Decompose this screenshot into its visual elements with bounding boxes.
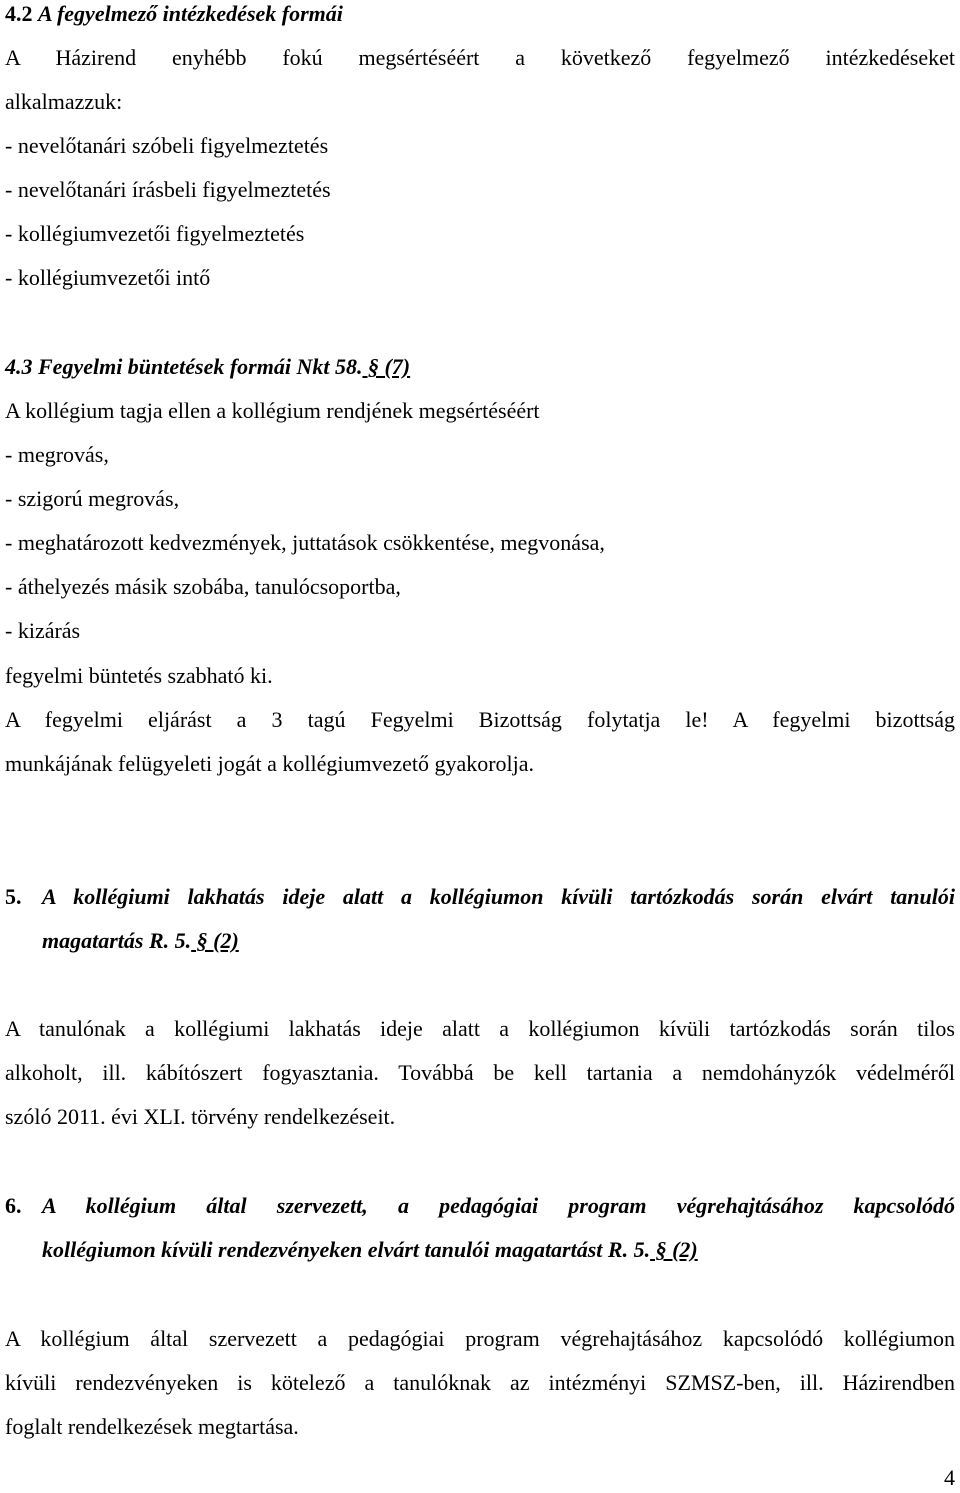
section-4-2-title: A fegyelmező intézkedések formái <box>38 1 343 26</box>
section-5-heading-ref: § (2) <box>191 928 239 953</box>
list-item: - nevelőtanári írásbeli figyelmeztetés <box>5 177 331 202</box>
section-4-3-paragraph-line2: munkájának felügyeleti jogát a kollégiumvezető gyakorolja. <box>5 751 535 776</box>
section-5-heading-line1: A kollégiumi lakhatás ideje alatt a kollégiumon kívüli tartózkodás során elvárt tanulói <box>42 884 955 909</box>
list-item: - áthelyezés másik szobába, tanulócsoportba, <box>5 574 401 599</box>
section-6-heading-line2 <box>42 1236 955 1264</box>
list-item: - kizárás <box>5 618 81 643</box>
section-6-paragraph-line3: foglalt rendelkezések megtartása. <box>5 1414 299 1439</box>
list-item: - kollégiumvezetői intő <box>5 265 211 290</box>
section-6-heading-line1: A kollégium által szervezett, a pedagógiai program végrehajtásához kapcsolódó <box>42 1193 955 1218</box>
list-item: - kollégiumvezetői figyelmeztetés <box>5 221 305 246</box>
section-4-3-intro: A kollégium tagja ellen a kollégium rendjének megsértéséért <box>5 398 540 423</box>
list-item: - szigorú megrovás, <box>5 486 180 511</box>
list-item: - nevelőtanári szóbeli figyelmeztetés <box>5 133 329 158</box>
section-6-heading-ref: § (2) <box>650 1237 698 1262</box>
section-4-3-paragraph-line1: A fegyelmi eljárást a 3 tagú Fegyelmi Bizottság folytatja le! A fegyelmi bizottság <box>5 707 955 732</box>
section-5-paragraph-line3: szóló 2011. évi XLI. törvény rendelkezéseit. <box>5 1104 396 1129</box>
section-4-2-intro-line1: A Házirend enyhébb fokú megsértéséért a következő fegyelmező intézkedéseket <box>5 45 955 70</box>
section-6-paragraph-line2: kívüli rendezvényeken is kötelező a tanulóknak az intézményi SZMSZ-ben, ill. Házirendben <box>5 1370 955 1395</box>
section-5-heading-text: magatartás R. 5. <box>42 928 192 953</box>
section-4-2-intro-line2: alkalmazzuk: <box>5 89 123 114</box>
section-4-3-ref: § (7) <box>362 354 411 379</box>
list-item: - megrovás, <box>5 442 109 467</box>
section-6-paragraph-line1: A kollégium által szervezett a pedagógiai program végrehajtásához kapcsolódó kollégiumon <box>5 1326 955 1351</box>
section-4-3-closing: fegyelmi büntetés szabható ki. <box>5 663 273 688</box>
section-5-heading-line2 <box>42 927 955 955</box>
section-4-2-heading <box>5 0 343 28</box>
section-4-3-title: 4.3 Fegyelmi büntetések formái Nkt 58. <box>5 354 363 379</box>
section-4-2-number: 4.2 <box>5 1 33 26</box>
section-6-number: 6. <box>5 1193 22 1218</box>
section-5-paragraph-line1: A tanulónak a kollégiumi lakhatás ideje alatt a kollégiumon kívüli tartózkodás során tilos <box>5 1016 955 1041</box>
section-5-paragraph-line2: alkoholt, ill. kábítószert fogyasztania. Továbbá be kell tartania a nemdohányzók védelméről <box>5 1060 955 1085</box>
section-5-number: 5. <box>5 884 22 909</box>
section-6-heading-text: kollégiumon kívüli rendezvényeken elvárt tanulói magatartást R. 5. <box>42 1237 651 1262</box>
list-item: - meghatározott kedvezmények, juttatások csökkentése, megvonása, <box>5 530 605 555</box>
page-number: 4 <box>944 1465 955 1490</box>
section-4-3-heading <box>5 353 410 381</box>
